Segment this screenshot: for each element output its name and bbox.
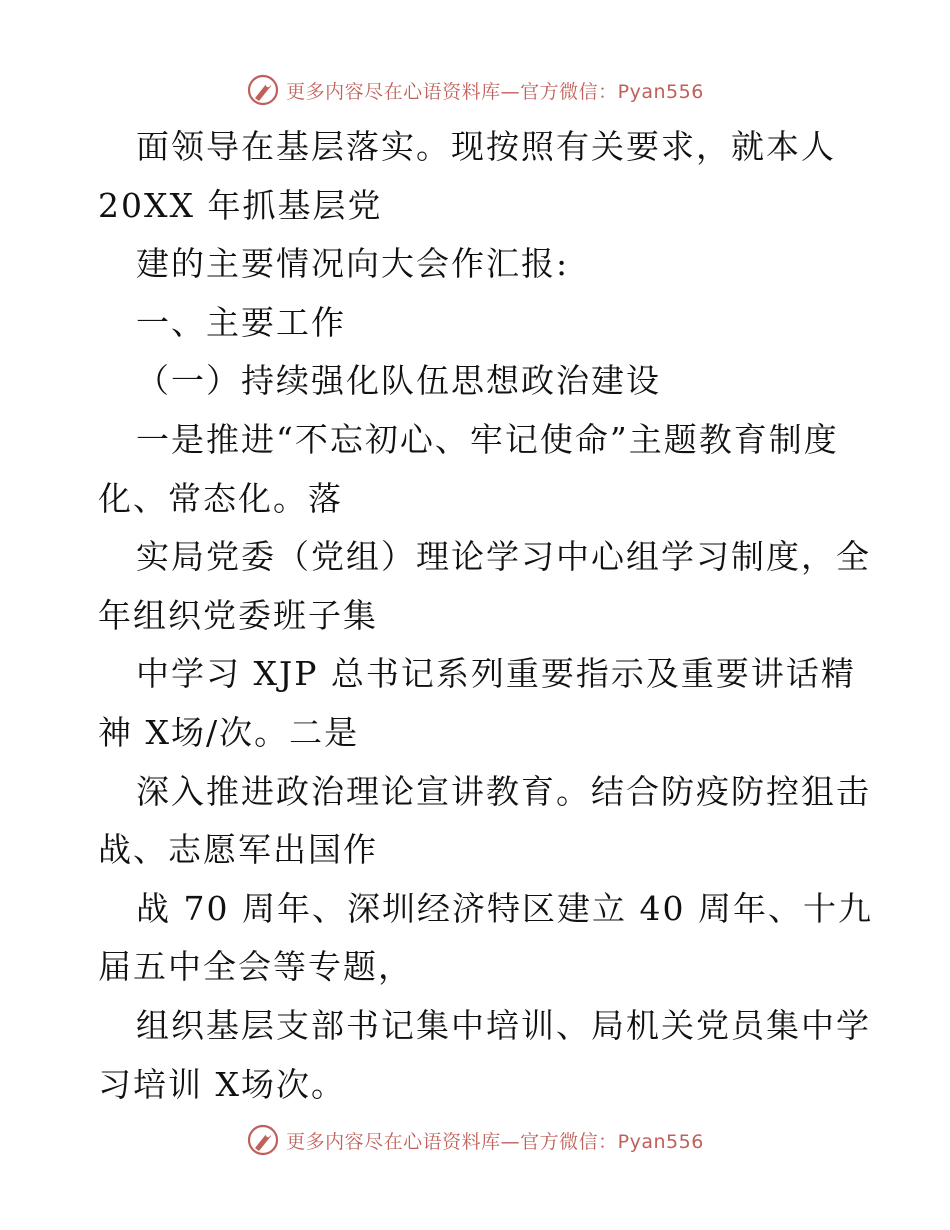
- footer-banner-text: 更多内容尽在心语资料库—官方微信：Pyan556: [286, 1130, 704, 1153]
- header-banner: [0, 70, 950, 110]
- text-line: 一是推进“不忘初心、牢记使命”主题教育制度: [136, 419, 839, 459]
- text-line: 深入推进政治理论宣讲教育。结合防疫防控狙击: [136, 771, 871, 811]
- text-line: 实局党委（党组）理论学习中心组学习制度，全: [136, 537, 871, 577]
- text-line: 战、志愿军出国作: [98, 830, 378, 870]
- text-line: 建的主要情况向大会作汇报:: [136, 244, 570, 284]
- footer-banner: [0, 1120, 950, 1160]
- text-line: 组织基层支部书记集中培训、局机关党员集中学: [136, 1005, 871, 1045]
- subsection-heading: （一）持续强化队伍思想政治建设: [136, 361, 661, 401]
- section-heading: 一、主要工作: [136, 302, 346, 342]
- pen-nib-logo-icon: [246, 1123, 280, 1157]
- text-line: 战 70 周年、深圳经济特区建立 40 周年、十九: [136, 888, 873, 928]
- header-banner-text: 更多内容尽在心语资料库—官方微信：Pyan556: [286, 80, 704, 103]
- text-line: 习培训 X场次。: [98, 1064, 346, 1104]
- text-line: 神 X场/次。二是: [98, 712, 360, 752]
- text-line: 中学习 XJP 总书记系列重要指示及重要讲话精: [136, 654, 856, 694]
- text-line: 化、常态化。落: [98, 478, 343, 518]
- text-line: 面领导在基层落实。现按照有关要求，就本人: [136, 127, 836, 166]
- text-line: 届五中全会等专题，: [98, 947, 413, 987]
- text-line: 年组织党委班子集: [98, 595, 378, 635]
- pen-nib-logo-icon: [246, 73, 280, 107]
- text-line: 20XX 年抓基层党: [98, 185, 383, 225]
- document-body: [98, 118, 873, 1114]
